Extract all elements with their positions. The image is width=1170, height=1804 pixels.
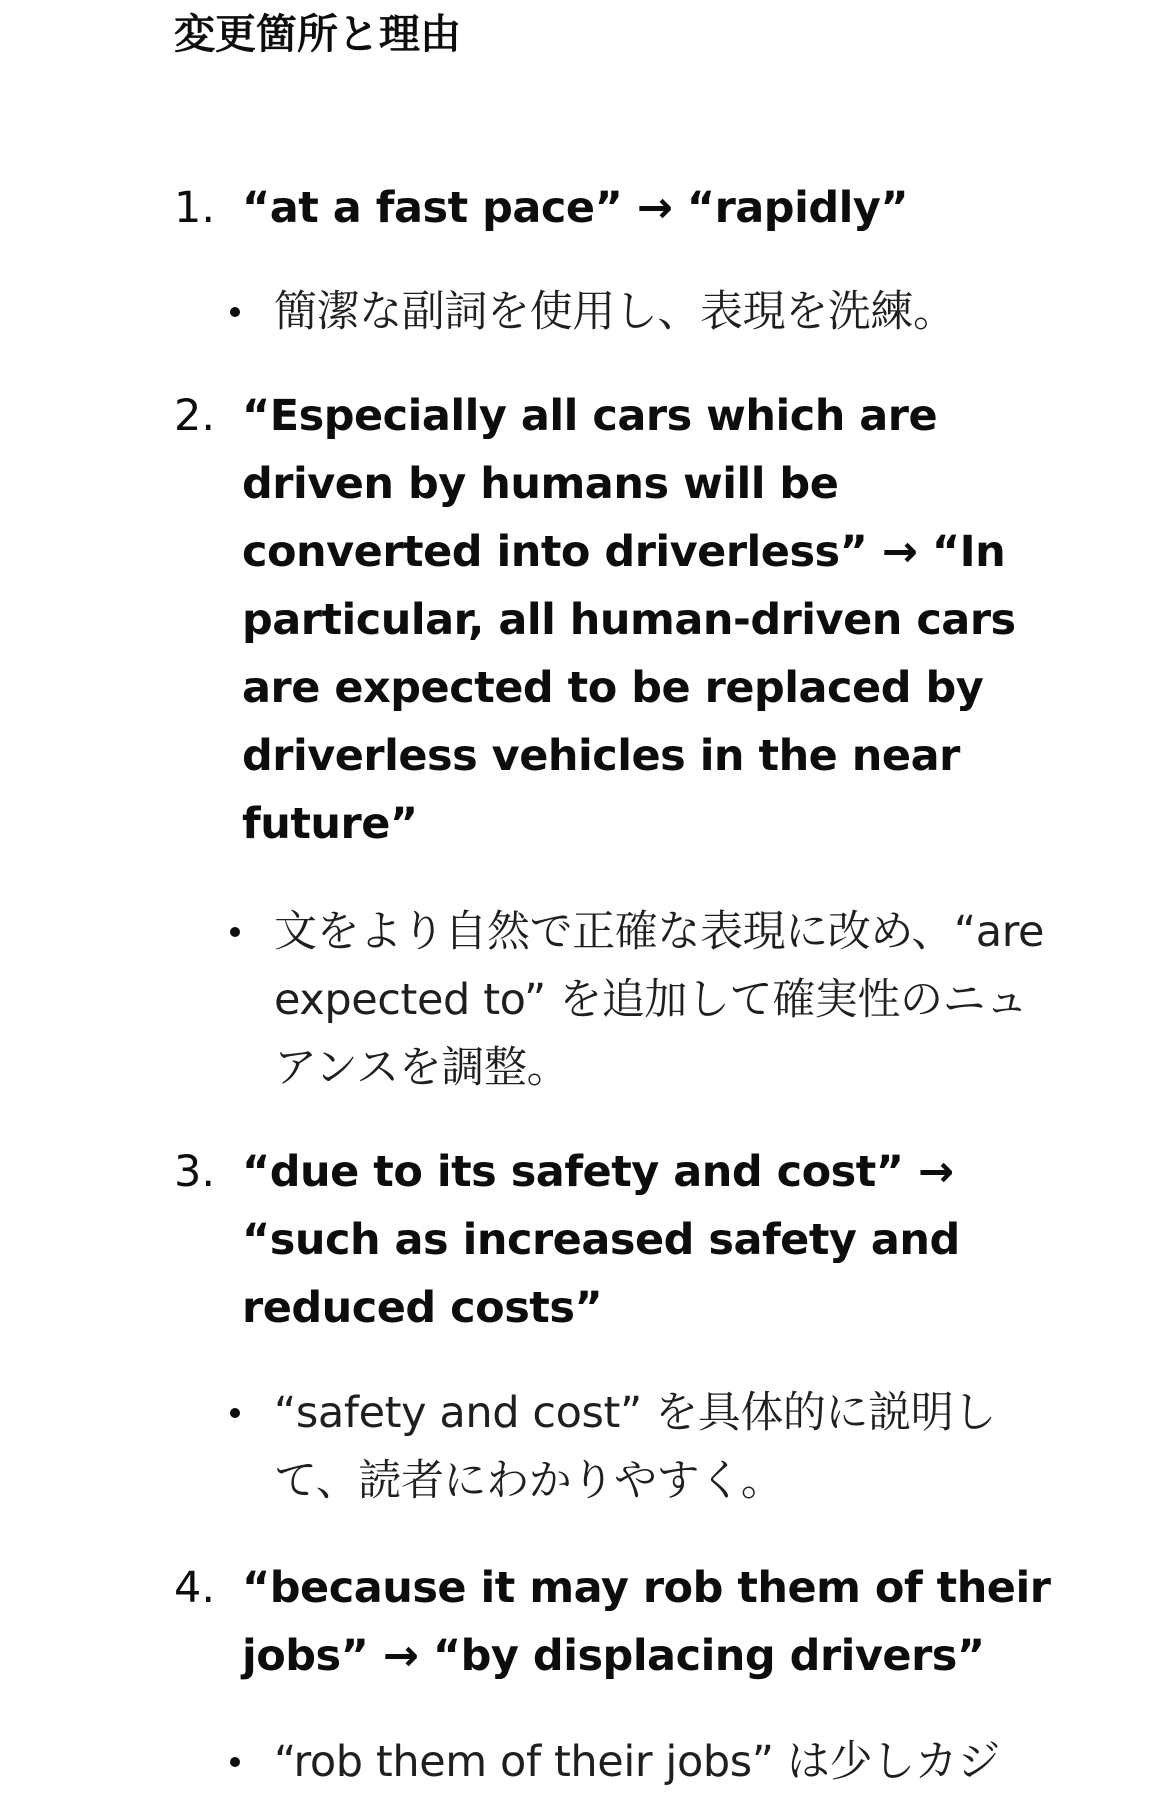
change-reason: 簡潔な副詞を使用し、表現を洗練。	[274, 287, 956, 337]
bullet-icon	[230, 1408, 240, 1418]
bullet-icon	[230, 927, 240, 937]
change-description: “Especially all cars which are driven by humans will be converted into driverless” → “In particular, all human-driven cars are expected to be replaced by driverless vehicles in the near future”	[242, 391, 1016, 849]
item-number: 3.	[174, 1147, 216, 1197]
item-number: 2.	[174, 391, 216, 441]
item-number: 1.	[174, 183, 216, 233]
section-heading: 変更箇所と理由	[174, 10, 461, 58]
change-description: “because it may rob them of their jobs” → “by displacing drivers”	[242, 1563, 1051, 1681]
change-reason: 文をより自然で正確な表現に改め、“are expected to” を追加して確実性のニュアンスを調整。	[274, 907, 1045, 1093]
change-description: “at a fast pace” → “rapidly”	[242, 183, 909, 233]
item-number: 4.	[174, 1563, 216, 1613]
bullet-icon	[230, 1757, 240, 1767]
bullet-icon	[230, 307, 240, 317]
change-reason: “safety and cost” を具体的に説明して、読者にわかりやすく。	[274, 1388, 996, 1506]
change-reason: “rob them of their jobs” は少しカジ	[274, 1737, 1000, 1787]
change-description: “due to its safety and cost” → “such as increased safety and reduced costs”	[242, 1147, 960, 1333]
